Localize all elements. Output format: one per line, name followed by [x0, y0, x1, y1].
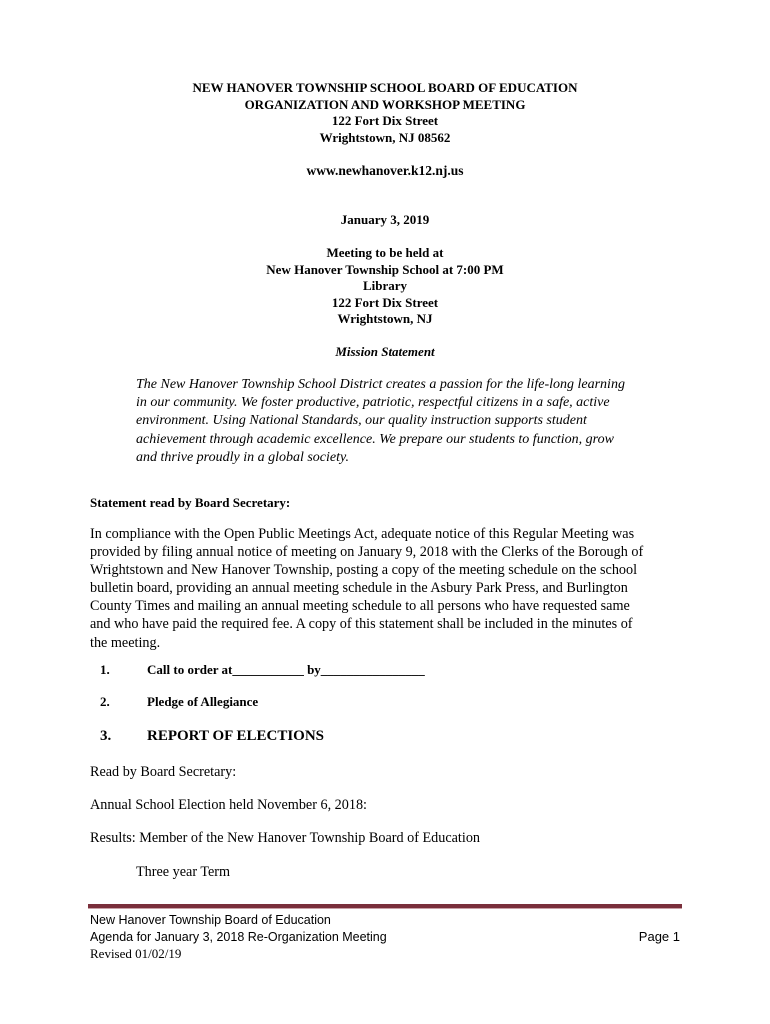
venue-city: Wrightstown, NJ	[337, 311, 433, 326]
venue-school: New Hanover Township School at 7:00 PM	[266, 261, 504, 277]
agenda-text: Pledge of Allegiance	[147, 694, 259, 709]
venue-room: Library	[362, 278, 408, 293]
footer-revised: Revised 01/02/19	[90, 945, 182, 961]
mission-line: in our community. We foster productive, patriotic, respectful citizens in a safe, active	[136, 395, 610, 411]
agenda-text: Call to order at___________ by________________	[147, 662, 425, 677]
venue-street: 122 Fort Dix Street	[331, 294, 439, 310]
venue-block	[0, 245, 770, 328]
mission-line: and thrive proudly in a global society.	[136, 449, 349, 465]
statement-paragraph	[90, 525, 690, 652]
read-by-line: Read by Board Secretary:	[90, 764, 237, 780]
mission-statement	[136, 376, 696, 467]
mission-line: environment. Using National Standards, our quality instruction supports student	[136, 413, 587, 429]
meeting-date-block	[0, 212, 770, 229]
page-footer	[90, 912, 680, 962]
statement-line: In compliance with the Open Public Meetings Act, adequate notice of this Regular Meeting was	[90, 526, 635, 542]
statement-line: provided by filing annual notice of meeting on January 9, 2018 with the Clerks of the Borough of	[90, 544, 644, 561]
statement-title: Statement read by Board Secretary:	[90, 495, 291, 510]
results-line: Results: Member of the New Hanover Township Board of Education	[90, 830, 481, 846]
header-city: Wrightstown, NJ 08562	[319, 129, 451, 145]
mission-line: The New Hanover Township School District creates a passion for the life-long learning	[136, 377, 625, 392]
venue-intro: Meeting to be held at	[326, 245, 444, 260]
agenda-number: 1.	[100, 662, 110, 677]
mission-line: achievement through academic excellence. We prepare our students to function, grow	[136, 431, 614, 447]
term-line: Three year Term	[136, 864, 231, 880]
agenda-number: 3.	[100, 728, 112, 744]
page-number: Page 1	[638, 928, 680, 944]
agenda-text: REPORT OF ELECTIONS	[147, 728, 325, 744]
website-link[interactable]: www.newhanover.k12.nj.us	[306, 163, 464, 178]
statement-line: the meeting.	[90, 634, 161, 651]
election-line: Annual School Election held November 6, 2018:	[90, 797, 367, 813]
header-meeting-type: ORGANIZATION AND WORKSHOP MEETING	[244, 96, 526, 112]
footer-divider	[88, 904, 682, 909]
mission-title: Mission Statement	[335, 344, 435, 359]
header-title: NEW HANOVER TOWNSHIP SCHOOL BOARD OF EDUCATION	[192, 80, 578, 95]
statement-line: bulletin board, providing an annual meeting schedule in the Asbury Park Press, and Burlington	[90, 580, 628, 597]
header-street: 122 Fort Dix Street	[331, 113, 439, 128]
statement-line: Wrightstown and New Hanover Township, posting a copy of the meeting schedule on the school	[90, 562, 638, 579]
agenda-number: 2.	[100, 694, 110, 709]
document-header	[0, 80, 770, 146]
website-line	[0, 163, 770, 180]
meeting-date: January 3, 2019	[340, 212, 430, 227]
statement-line: County Times and mailing an annual meeting schedule to all persons who have requested same	[90, 598, 630, 615]
footer-agenda: Agenda for January 3, 2018 Re-Organization Meeting	[90, 929, 387, 944]
footer-org: New Hanover Township Board of Education	[90, 913, 331, 927]
statement-line: and who have paid the required fee. A copy of this statement shall be included in the minutes of	[90, 616, 633, 633]
